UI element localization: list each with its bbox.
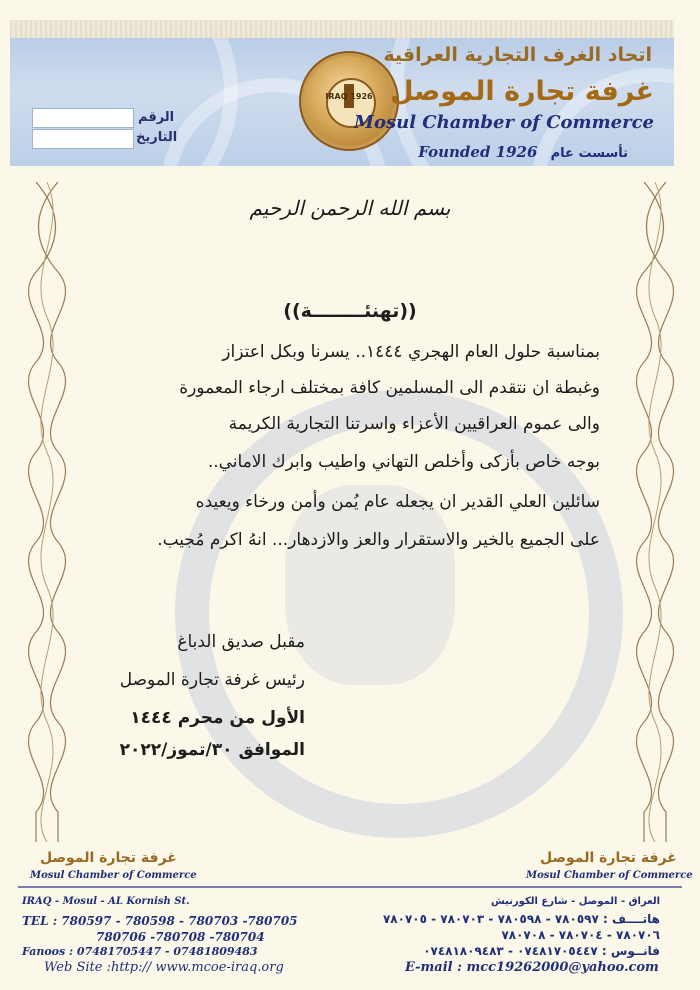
footer-logo-right-english: Mosul Chamber of Commerce: [526, 870, 693, 881]
number-field[interactable]: [32, 108, 134, 128]
website-link[interactable]: Web Site :http:// www.mcoe-iraq.org: [44, 960, 284, 975]
phone-english-2: 780706 -780708 -780704: [96, 930, 265, 944]
address-arabic: العراق - الموصل - شارع الكورنيش: [490, 896, 660, 907]
top-border-strip: [10, 20, 674, 38]
footer-logo-left-arabic: غرفة تجارة الموصل: [40, 850, 177, 866]
letter-title: ((تهنئــــــــة)): [283, 300, 417, 322]
date-label: التاريخ: [136, 130, 178, 145]
phone-arabic-2: ٧٨٠٧٠٦ - ٧٨٠٧٠٤ - ٧٨٠٧٠٨: [501, 928, 660, 942]
address-english: IRAQ - Mosul - AL Kornish St.: [22, 896, 190, 907]
gregorian-date: الموافق ٣٠/تموز/٢٠٢٢: [119, 740, 305, 760]
chamber-name-arabic: غرفة تجارة الموصل: [390, 76, 654, 107]
founded-arabic: تأسست عام: [550, 146, 628, 161]
right-border-ornament: [636, 182, 674, 842]
date-field[interactable]: [32, 129, 134, 149]
phone-arabic-1: هاتــــف : ٧٨٠٥٩٧ - ٧٨٠٥٩٨ - ٧٨٠٧٠٣ - ٧٨٠٧٠٥: [382, 912, 660, 926]
body-line-5: سائلين العلي القدير ان يجعله عام يُمن وأمن ورخاء ويعيده: [195, 492, 600, 512]
body-line-3: والى عموم العراقيين الأعزاء واسرتنا التجارية الكريمة: [228, 414, 600, 434]
chamber-seal-logo: IRAQ 1926: [304, 56, 394, 146]
body-line-1: بمناسبة حلول العام الهجري ١٤٤٤.. يسرنا وبكل اعتزاز: [222, 342, 600, 362]
number-label: الرقم: [138, 110, 175, 125]
federation-name: اتحاد الغرف التجارية العراقية: [383, 44, 652, 66]
footer-logo-right-arabic: غرفة تجارة الموصل: [540, 850, 677, 866]
email-link[interactable]: E-mail : mcc19262000@yahoo.com: [405, 960, 659, 975]
signatory-name: مقبل صديق الدباغ: [177, 632, 305, 652]
phone-english-1: TEL : 780597 - 780598 - 780703 -780705: [22, 914, 298, 928]
fax-arabic: فانــوس : ٠٧٤٨١٧٠٥٤٤٧ - ٠٧٤٨١٨٠٩٤٨٣: [423, 944, 660, 958]
watermark-minaret: [285, 485, 455, 685]
fax-english: Fanoos : 07481705447 - 07481809483: [22, 945, 258, 958]
founded-english: Founded 1926 تأسست عام: [418, 143, 628, 161]
basmala: بسم الله الرحمن الرحيم: [249, 196, 451, 220]
footer-divider: [18, 886, 682, 888]
left-border-ornament: [28, 182, 66, 842]
signatory-title: رئيس غرفة تجارة الموصل: [119, 670, 305, 690]
footer-logo-left-english: Mosul Chamber of Commerce: [30, 870, 197, 881]
chamber-name-english: Mosul Chamber of Commerce: [354, 112, 654, 133]
hijri-date: الأول من محرم ١٤٤٤: [130, 708, 305, 728]
body-line-4: بوجه خاص بأزكى وأخلص التهاني واطيب وابرك الاماني..: [207, 452, 600, 472]
body-line-6: على الجميع بالخير والاستقرار والعز والازدهار... انهُ اكرم مُجيب.: [157, 530, 600, 550]
body-line-2: وغبطة ان نتقدم الى المسلمين كافة بمختلف ارجاء المعمورة: [179, 378, 600, 398]
